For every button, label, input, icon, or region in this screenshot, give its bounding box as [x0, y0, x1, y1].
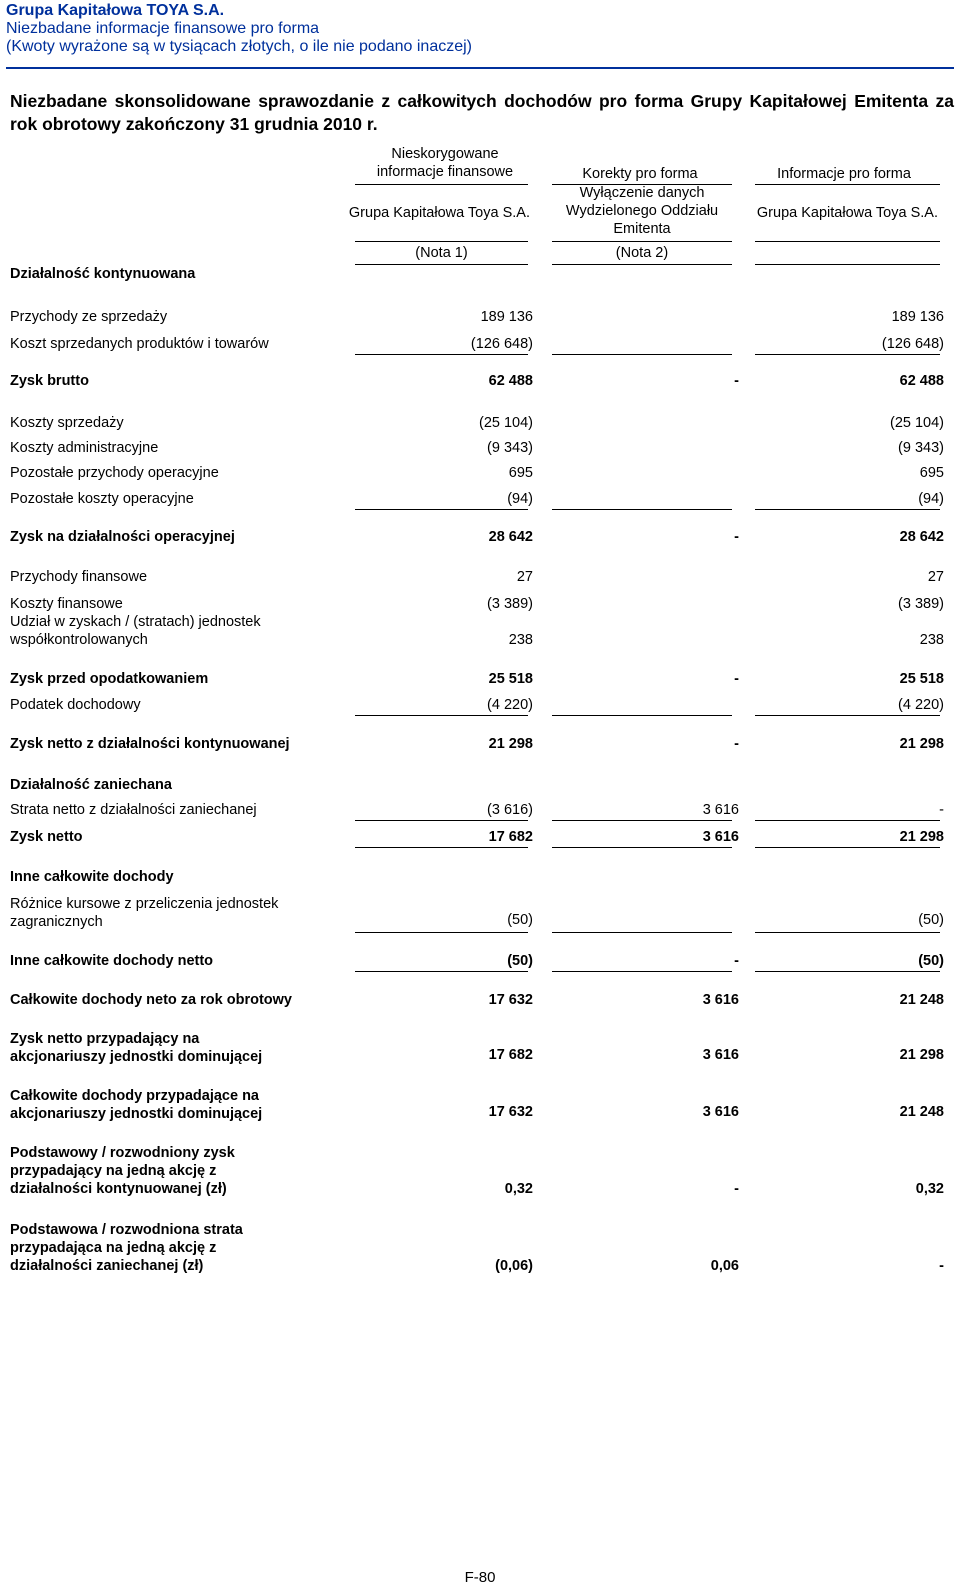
subtotal-rule	[755, 847, 940, 848]
subtotal-rule	[355, 847, 528, 848]
page-number: F-80	[464, 1569, 496, 1586]
subtotal-rule	[552, 820, 732, 821]
subtotal-rule	[755, 715, 940, 716]
col1-sub-header: Grupa Kapitałowa Toya S.A.	[348, 205, 530, 221]
col2-group-header: Korekty pro forma	[582, 166, 698, 182]
col3-sub-underline	[755, 241, 940, 242]
statement-title: Niezbadane skonsolidowane sprawozdanie z całkowitych dochodów pro forma Grupy Kapitałowej Emitenta za rok obrotowy zakończony 31 grudnia 2010 r.	[10, 91, 954, 134]
col1-group-header: Nieskorygowane informacje finansowe	[376, 146, 514, 180]
subtotal-rule	[552, 847, 732, 848]
subtotal-rule	[755, 820, 940, 821]
subtotal-rule	[755, 932, 940, 933]
col2-sub-header: Wyłączenie danych Wydzielonego Oddziału Emitenta	[565, 185, 719, 237]
subtotal-rule	[755, 509, 940, 510]
col3-note-underline	[755, 264, 940, 265]
subtotal-rule	[755, 354, 940, 355]
subtotal-rule	[355, 820, 528, 821]
subtotal-rule	[552, 971, 732, 972]
subtotal-rule	[355, 509, 528, 510]
subtotal-rule	[552, 509, 732, 510]
header-subtitle: Niezbadane informacje finansowe pro forma	[6, 20, 320, 37]
header-note: (Kwoty wyrażone są w tysiącach złotych, o ile nie podano inaczej)	[6, 38, 472, 55]
col2-note-underline	[552, 264, 732, 265]
subtotal-rule	[355, 932, 528, 933]
subtotal-rule	[552, 354, 732, 355]
company-name: Grupa Kapitałowa TOYA S.A.	[6, 2, 225, 19]
subtotal-rule	[355, 354, 528, 355]
col3-group-underline	[755, 184, 940, 185]
col3-group-header: Informacje pro forma	[777, 166, 911, 182]
col3-sub-header: Grupa Kapitałowa Toya S.A.	[756, 205, 938, 221]
subtotal-rule	[355, 715, 528, 716]
col2-sub-underline	[552, 241, 732, 242]
header-divider	[6, 67, 954, 69]
col1-note: (Nota 1)	[415, 245, 468, 261]
col2-note: (Nota 2)	[615, 245, 669, 261]
subtotal-rule	[755, 971, 940, 972]
subtotal-rule	[355, 971, 528, 972]
col1-note-underline	[355, 264, 528, 265]
subtotal-rule	[552, 932, 732, 933]
col1-group-underline	[355, 184, 528, 185]
document-header	[6, 2, 956, 56]
col1-sub-underline	[355, 241, 528, 242]
subtotal-rule	[552, 715, 732, 716]
